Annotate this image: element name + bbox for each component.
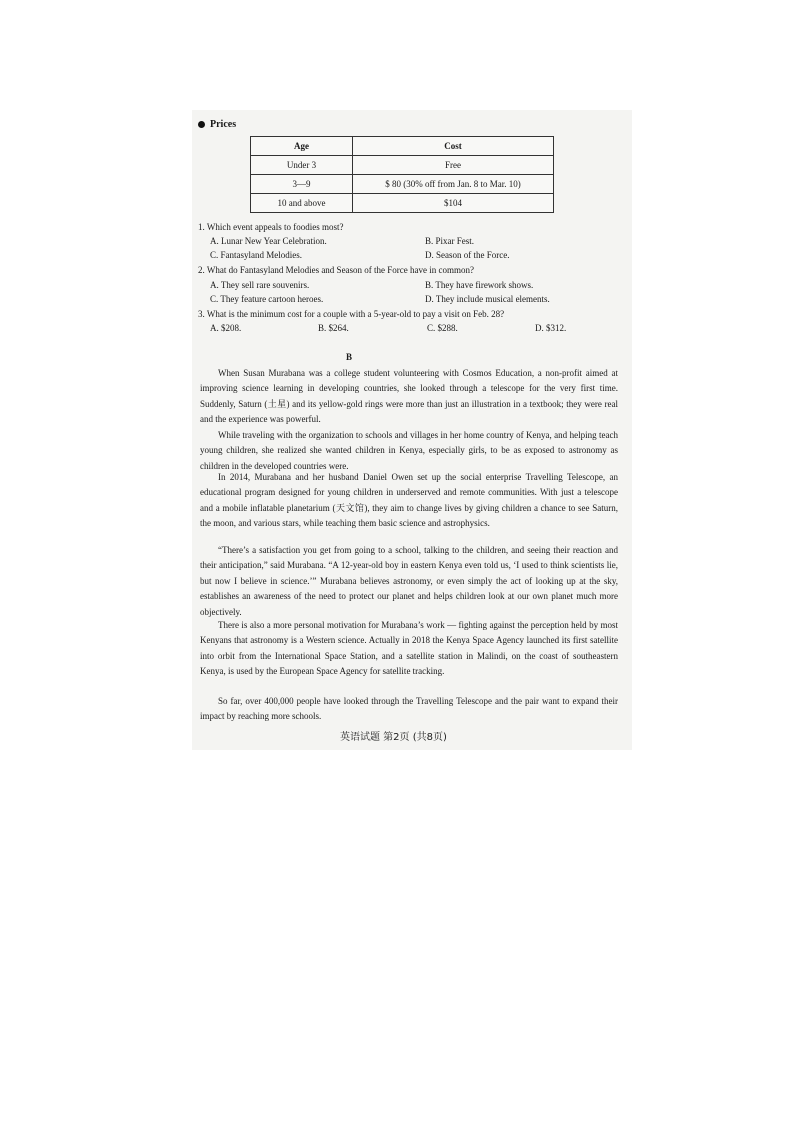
cost-cell: Free [353, 156, 554, 175]
question-2-option-d: D. They include musical elements. [425, 294, 550, 304]
paragraph-2: While traveling with the organization to schools and villages in her home country of Kenya, and helping teach young children, she realized she wanted children in Kenya, especially girls, to be as exposed to astronomy as children in the developed countries were. [200, 430, 618, 471]
paragraph-4: “There’s a satisfaction you get from going to a school, talking to the children, and seeing their reaction and their anticipation,” said Murabana. “A 12-year-old boy in eastern Kenya even told us, ‘I used to think scientists lie, but now I believe in science.’” Murabana believes astronomy, or even simply the act of looking up at the sky, establishes an awareness of the need to protect our planet and helps children look at our own planet much more objectively. [200, 545, 618, 617]
paragraph-3: In 2014, Murabana and her husband Daniel Owen set up the social enterprise Travelling Telescope, an educational program designed for young children in underserved and remote communities. With just a telescope and a mobile inflatable planetarium (天文馆), they aim to change lives by giving children a chance to see Saturn, the moon, and various stars, while teaching them basic science and astrophysics. [200, 472, 618, 529]
table-row [251, 194, 554, 213]
question-1-option-a: A. Lunar New Year Celebration. [210, 236, 327, 246]
prices-heading-text: Prices [210, 119, 237, 130]
cost-cell: $104 [353, 194, 554, 213]
table-row [251, 156, 554, 175]
question-2-option-a: A. They sell rare souvenirs. [210, 280, 310, 290]
question-2-option-c: C. They feature cartoon heroes. [210, 294, 324, 304]
question-2-stem: 2. What do Fantasyland Melodies and Season of the Force have in common? [198, 265, 475, 275]
question-1-stem: 1. Which event appeals to foodies most? [198, 222, 344, 232]
page-footer: 英语试题 第2页 (共8页) [340, 732, 447, 743]
paragraph-6: So far, over 400,000 people have looked through the Travelling Telescope and the pair want to expand their impact by reaching more schools. [200, 696, 618, 722]
header-cost: Cost [353, 137, 554, 156]
header-age: Age [251, 137, 353, 156]
cost-cell: $ 80 (30% off from Jan. 8 to Mar. 10) [353, 175, 554, 194]
table-row [251, 175, 554, 194]
section-b-label: B [346, 352, 353, 362]
age-cell: Under 3 [251, 156, 353, 175]
prices-table [250, 136, 554, 213]
table-header-row [251, 137, 554, 156]
prices-heading [198, 119, 236, 130]
age-cell: 10 and above [251, 194, 353, 213]
paragraph-1: When Susan Murabana was a college student volunteering with Cosmos Education, a non-profit aimed at improving science learning in developing countries, she looked through a telescope for the very first time. Suddenly, Saturn (土星) and its yellow-gold rings were more than just an illustration in a textbook; they were real and the experience was powerful. [200, 368, 618, 425]
age-cell: 3—9 [251, 175, 353, 194]
paragraph-5: There is also a more personal motivation for Murabana’s work — fighting against the perception held by most Kenyans that astronomy is a Western science. Actually in 2018 the Kenya Space Agency launched its first satellite into orbit from the International Space Station, and a satellite station in Malindi, on the coast of southeastern Kenya, is used by the European Space Agency for satellite tracking. [200, 620, 618, 677]
question-1-option-c: C. Fantasyland Melodies. [210, 250, 302, 260]
question-1-option-b: B. Pixar Fest. [425, 236, 475, 246]
question-3-option-b: B. $264. [318, 323, 349, 333]
question-2-option-b: B. They have firework shows. [425, 280, 534, 290]
bullet-icon [198, 121, 205, 128]
question-3-option-c: C. $288. [427, 323, 458, 333]
question-3-option-d: D. $312. [535, 323, 567, 333]
question-3-stem: 3. What is the minimum cost for a couple with a 5-year-old to pay a visit on Feb. 28? [198, 309, 505, 319]
question-1-option-d: D. Season of the Force. [425, 250, 510, 260]
question-3-option-a: A. $208. [210, 323, 242, 333]
